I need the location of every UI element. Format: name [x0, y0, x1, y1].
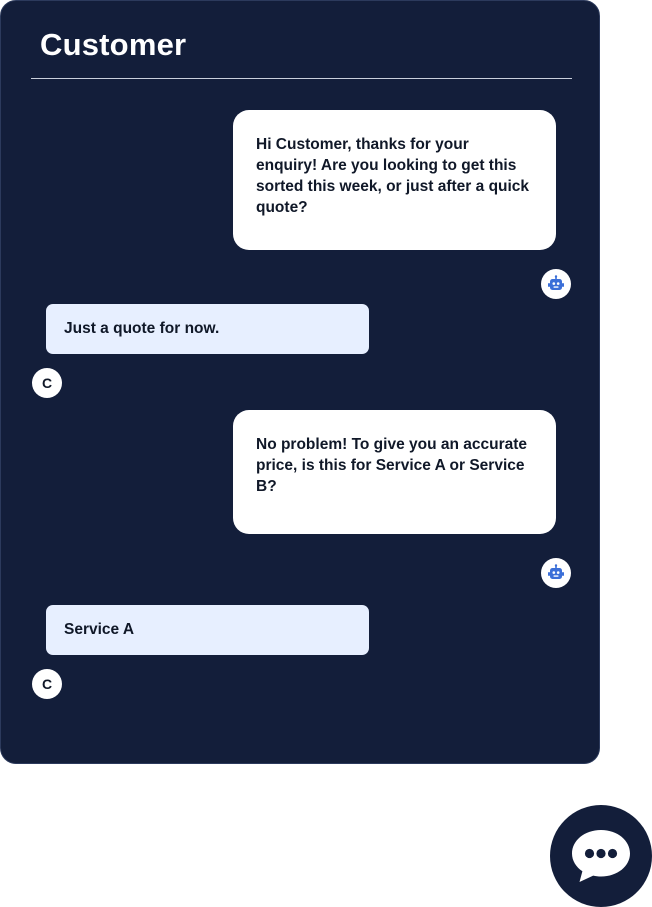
user-avatar: C [32, 368, 62, 398]
header-divider [31, 78, 572, 79]
user-message-bubble: Just a quote for now. [46, 304, 369, 354]
bot-message-bubble: No problem! To give you an accurate price, is this for Service A or Service B? [233, 410, 556, 534]
robot-icon [547, 564, 565, 582]
user-message-bubble: Service A [46, 605, 369, 655]
bot-avatar [541, 269, 571, 299]
robot-icon [547, 275, 565, 293]
bot-message-bubble: Hi Customer, thanks for your enquiry! Are you looking to get this sorted this week, or just after a quick quote? [233, 110, 556, 250]
bot-avatar [541, 558, 571, 588]
chat-bubble-icon [569, 827, 633, 885]
user-avatar: C [32, 669, 62, 699]
chat-launcher-button[interactable] [550, 805, 652, 907]
chat-title: Customer [40, 27, 187, 62]
